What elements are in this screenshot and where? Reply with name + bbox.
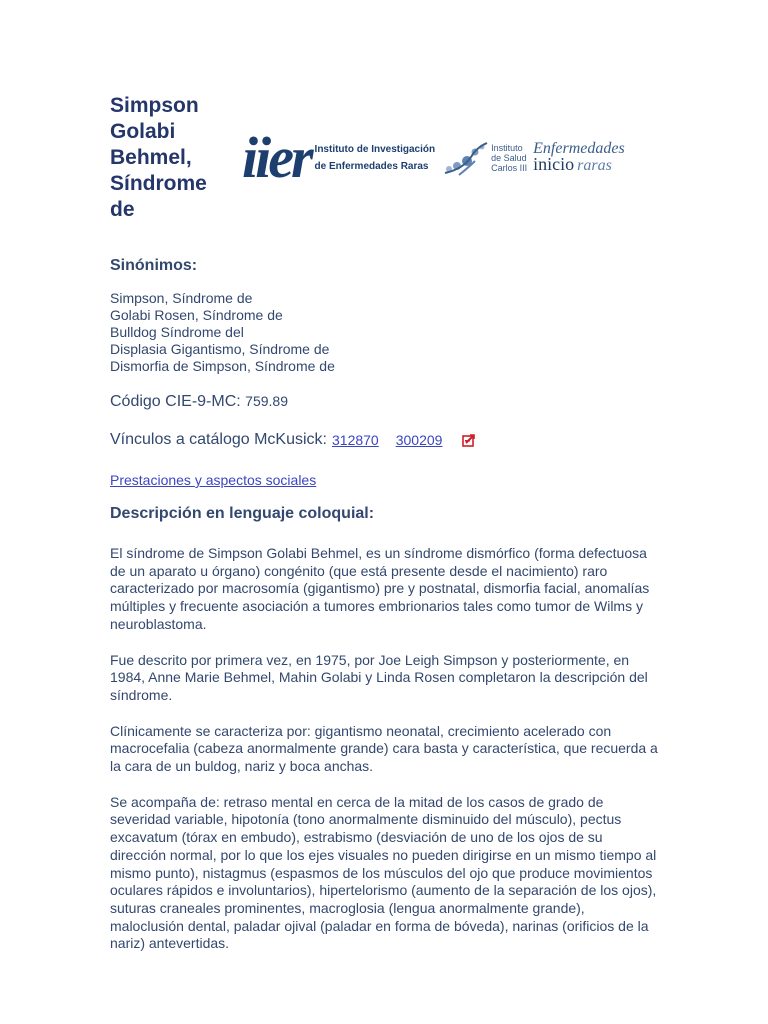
synonyms-heading: Sinónimos:	[110, 257, 198, 274]
mckusick-link-300209[interactable]: 300209	[395, 432, 443, 448]
isciii-logo-line3: Carlos III	[491, 163, 528, 173]
iier-logo	[242, 125, 436, 190]
er-logo-line1: Enfermedades	[533, 140, 625, 157]
isciii-logo-line1: Instituto	[491, 143, 523, 153]
isciii-logo-text	[491, 143, 527, 173]
synonym-item: Displasia Gigantismo, Síndrome de	[110, 341, 330, 357]
cie-code-value: 759.89	[245, 393, 288, 409]
description-paragraph: El síndrome de Simpson Golabi Behmel, es un síndrome dismórfico (forma defectuosa de un aparato u órgano) congénito (que está presente desde el nacimiento) raro caracterizado por macrosomía (gigantismo) pre y postnatal, dismorfia facial, anomalías múltiples y frecuente asociación a tumores embrionarios tales como tumor de Wilms y neuroblastoma.	[110, 545, 650, 632]
iier-logo-text	[315, 141, 436, 175]
logo-strip	[242, 125, 625, 190]
page-header	[110, 93, 670, 243]
social-benefits-link[interactable]: Prestaciones y aspectos sociales	[110, 472, 317, 488]
synonym-item: Golabi Rosen, Síndrome de	[110, 307, 283, 323]
mckusick-label: Vínculos a catálogo McKusick:	[110, 431, 327, 448]
mckusick-link-312870[interactable]: 312870	[332, 432, 379, 448]
document-page	[110, 93, 670, 953]
er-logo-raras: raras	[577, 157, 612, 174]
isciii-logo	[441, 139, 527, 177]
description-heading: Descripción en lenguaje coloquial:	[110, 505, 375, 522]
description-paragraph: Fue descrito por primera vez, en 1975, por Joe Leigh Simpson y posteriormente, en 1984, Anne Marie Behmel, Mahin Golabi y Linda Rosen completaron la descripción del síndrome.	[110, 651, 648, 703]
mckusick-links-line	[110, 430, 670, 450]
page-title: Simpson Golabi Behmel, Síndrome de	[110, 94, 207, 221]
cie-code-line	[110, 391, 670, 412]
description-paragraph: Clínicamente se caracteriza por: gigantismo neonatal, crecimiento acelerado con macrocefalia (cabeza anormalmente grande) cara basta y característica, que recuerda a la cara de un buldog, nariz y boca anchas.	[110, 722, 658, 775]
cie-code-label: Código CIE-9-MC:	[110, 393, 241, 410]
synonym-item: Simpson, Síndrome de	[110, 290, 253, 306]
synonyms-list	[110, 290, 670, 375]
iier-logo-line2: de Enfermedades Raras	[314, 161, 429, 172]
iier-logo-line1: Instituto de Investigación	[314, 144, 436, 155]
iier-logo-mark: iier	[242, 125, 311, 190]
inicio-link[interactable]: inicio	[533, 154, 575, 174]
isciii-logo-icon	[441, 139, 489, 177]
pdf-icon[interactable]	[462, 433, 476, 447]
enfermedades-raras-inicio-link[interactable]	[533, 142, 625, 174]
synonym-item: Bulldog Síndrome del	[110, 324, 244, 340]
er-logo-line2	[533, 156, 612, 174]
isciii-logo-line2: de Salud	[491, 153, 527, 163]
description-paragraph: Se acompaña de: retraso mental en cerca de la mitad de los casos de grado de severidad variable, hipotonía (tono anormalmente disminuido del músculo), pectus excavatum (tórax en embudo), estrabismo (desviación de uno de los ojos de su dirección normal, por lo que los ejes visuales no pueden dirigirse en un mismo tiempo al mismo punto), nistagmus (espasmos de los músculos del ojo que produce movimientos oculares rápidos e involuntarios), hipertelorismo (aumento de la separación de los ojos), suturas craneales prominentes, macroglosia (lengua anormalmente grande), maloclusión dental, paladar ojival (paladar en forma de bóveda), narinas (orificios de la nariz) antevertidas.	[110, 793, 657, 952]
synonym-item: Dismorfia de Simpson, Síndrome de	[110, 358, 335, 374]
